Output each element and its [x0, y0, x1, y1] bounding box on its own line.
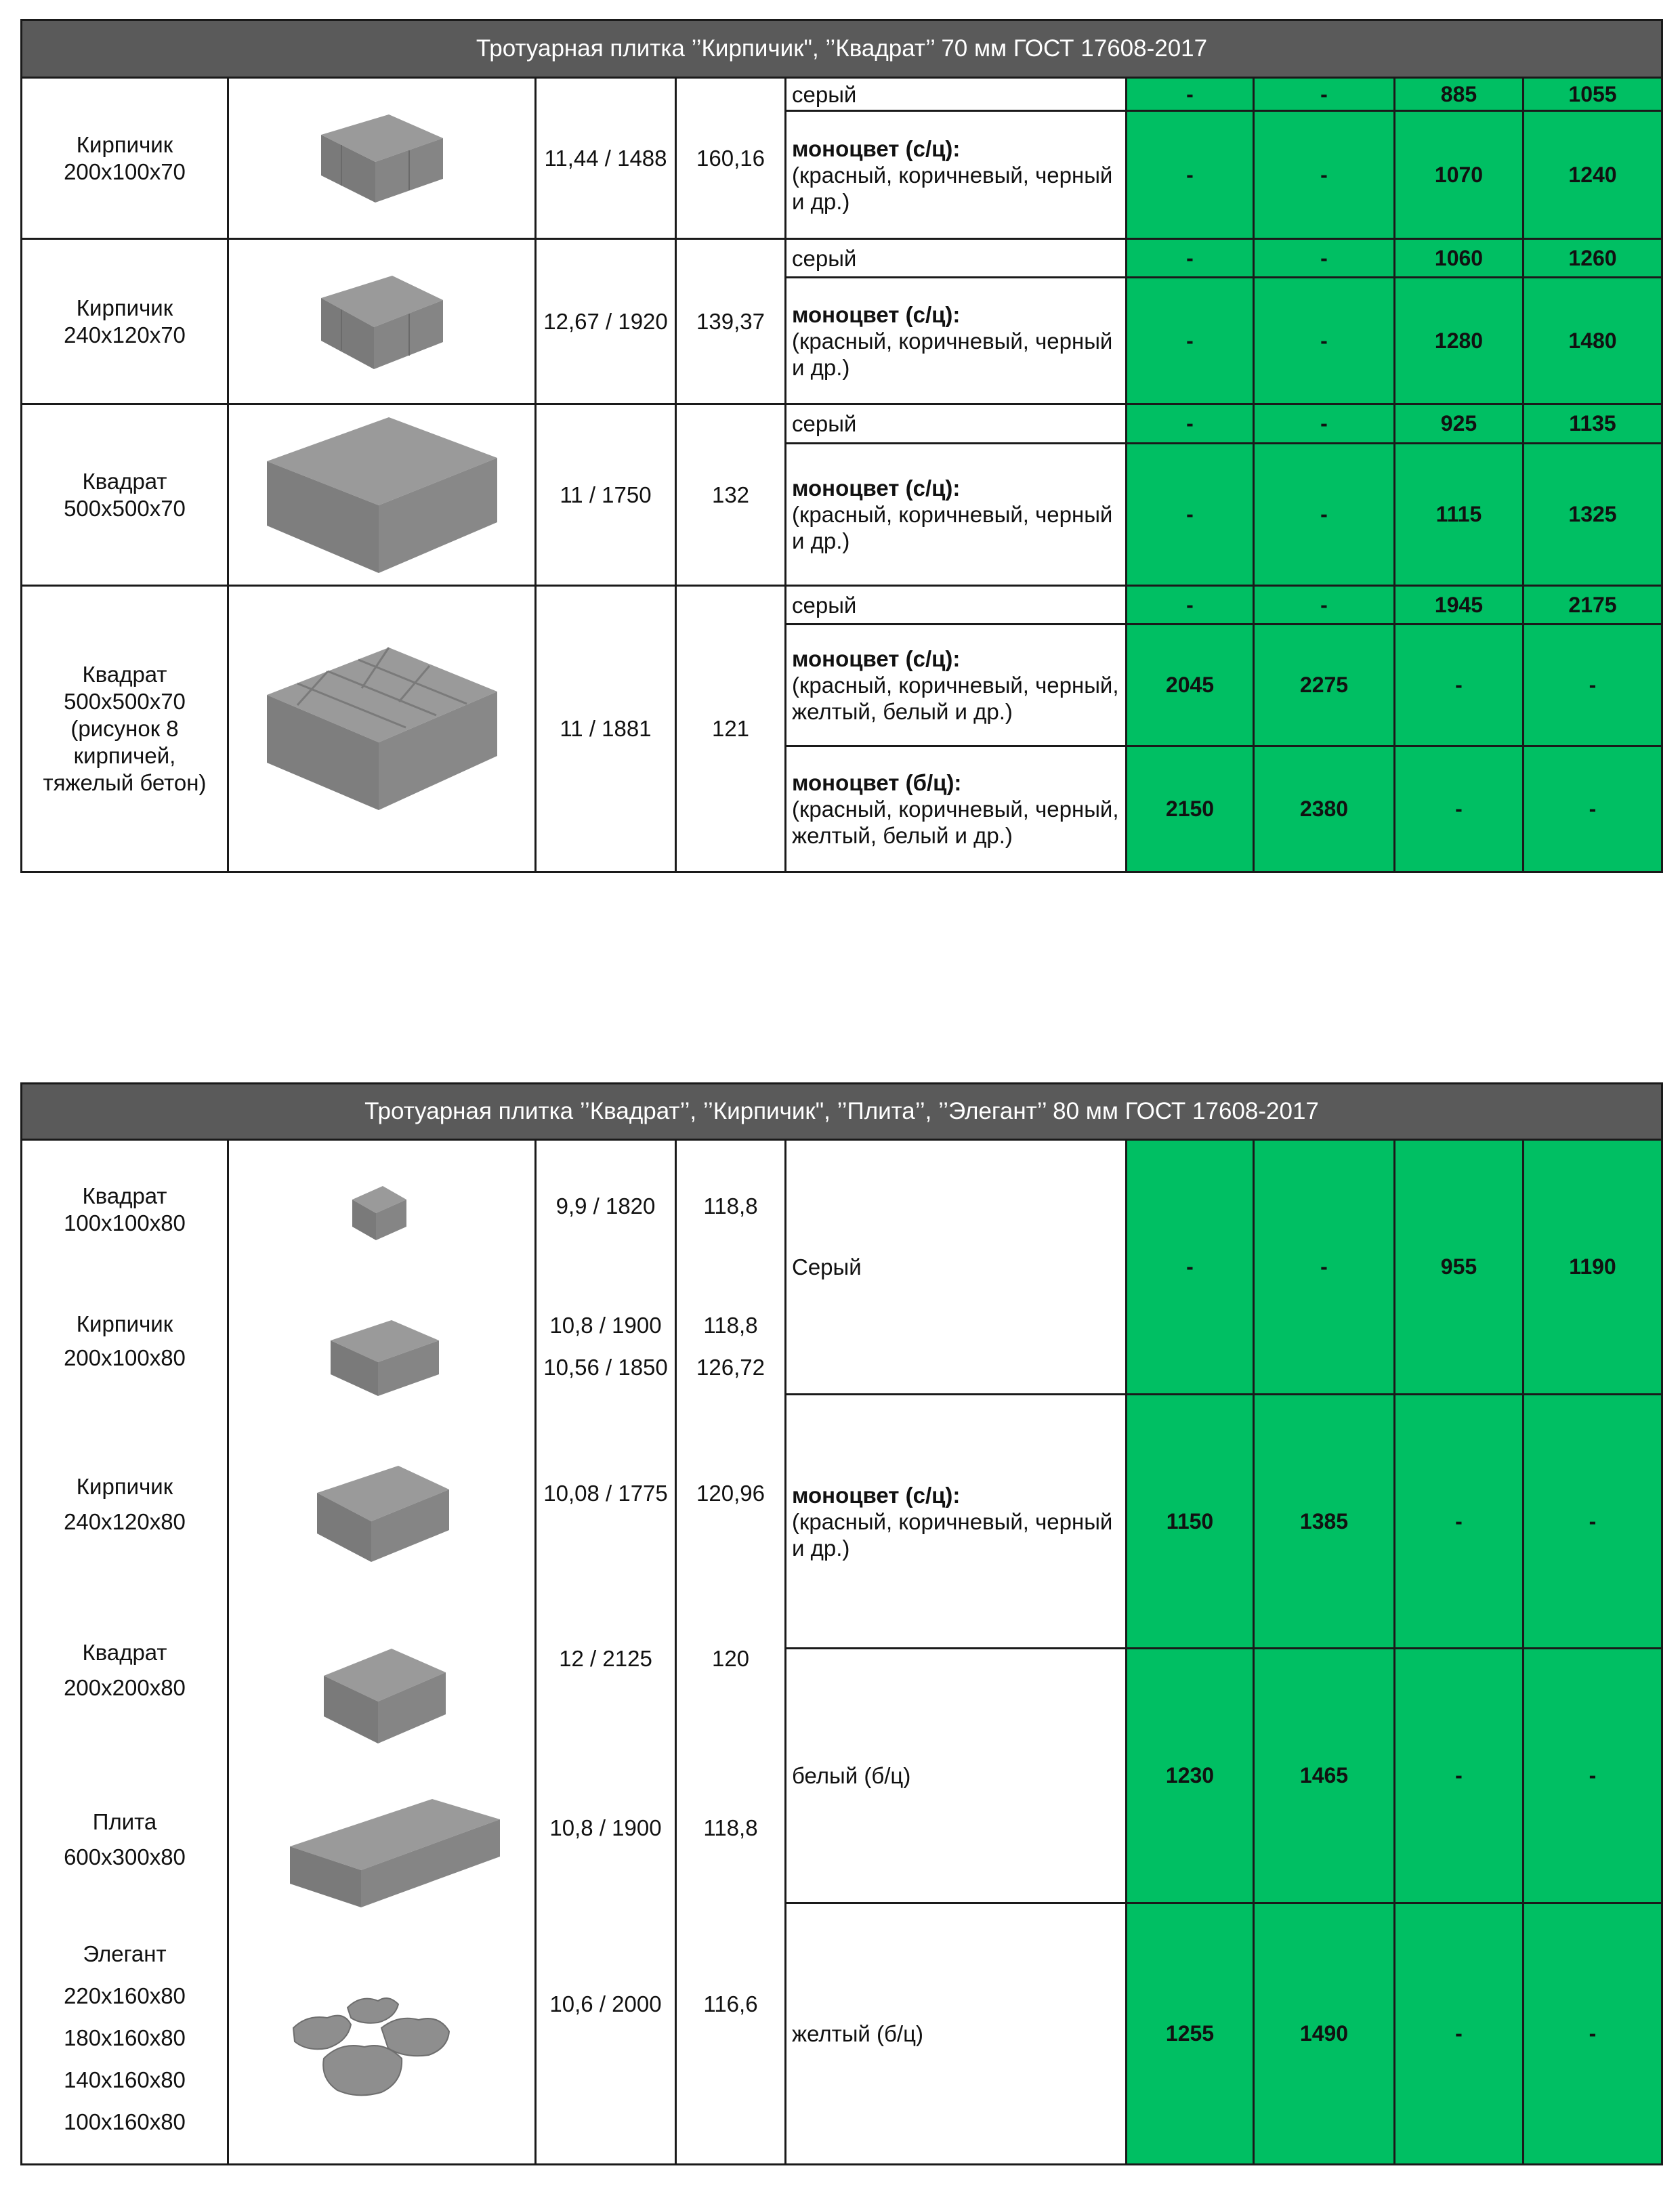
pieces: 118,8	[703, 1815, 758, 1840]
price-cell: -	[1254, 78, 1395, 111]
price-cell: -	[1254, 404, 1395, 444]
pieces: 121	[676, 586, 786, 872]
small-square-paver-icon	[349, 1183, 410, 1244]
area-weight: 11 / 1750	[536, 404, 676, 586]
product-name: Квадрат 200x200x80	[64, 1640, 186, 1700]
price-cell: 1945	[1395, 586, 1524, 625]
price-cell: 955	[1395, 1140, 1524, 1395]
price-cell: 1240	[1524, 111, 1662, 239]
price-cell: 1230	[1127, 1649, 1254, 1903]
price-cell: -	[1524, 1649, 1662, 1903]
variant-label: моноцвет (с/ц): (красный, коричневый, черный и др.)	[786, 111, 1127, 239]
product-name: Квадрат 500x500x70 (рисунок 8 кирпичей, тяжелый бетон)	[22, 586, 228, 872]
product-name: Элегант 220x160x80 180x160x80 140x160x80 100x160x80	[64, 1941, 186, 2134]
price-cell: -	[1254, 278, 1395, 404]
price-cell: 2150	[1127, 746, 1254, 872]
product-name: Квадрат 500x500x70	[22, 404, 228, 586]
variant-label: желтый (б/ц)	[786, 1903, 1127, 2165]
area-weight: 10,8 / 1900	[549, 1815, 662, 1840]
pieces: 118,8	[703, 1193, 758, 1219]
price-cell: -	[1395, 1394, 1524, 1649]
variant-label: моноцвет (с/ц): (красный, коричневый, черный и др.)	[786, 278, 1127, 404]
area-weight-column	[536, 1140, 676, 2165]
pieces: 120	[711, 1646, 750, 1671]
product-names-column	[22, 1140, 228, 2165]
pieces: 139,37	[676, 239, 786, 404]
price-cell: -	[1254, 444, 1395, 586]
price-cell: 925	[1395, 404, 1524, 444]
price-cell: 1070	[1395, 111, 1524, 239]
product-name: Кирпичик 200x100x70	[22, 78, 228, 239]
pieces: 120,96	[696, 1481, 765, 1506]
price-cell: -	[1395, 625, 1524, 746]
price-cell: -	[1127, 278, 1254, 404]
product-name: Кирпичик 240x120x70	[22, 239, 228, 404]
area-weight: 11,44 / 1488	[536, 78, 676, 239]
price-table-70mm	[20, 19, 1663, 873]
price-cell: 1060	[1395, 239, 1524, 278]
price-table-80mm	[20, 1082, 1663, 2165]
price-cell: 2275	[1254, 625, 1395, 746]
price-cell: 885	[1395, 78, 1524, 111]
price-cell: 1325	[1524, 444, 1662, 586]
area-weight: 9,9 / 1820	[555, 1193, 656, 1219]
price-cell: -	[1395, 1903, 1524, 2165]
price-cell: 1150	[1127, 1394, 1254, 1649]
table-title: Тротуарная плитка ’’Квадрат’’, ’’Кирпичик", ’’Плита’’, ’’Элегант’’ 80 мм ГОСТ 17608-2017	[22, 1084, 1662, 1140]
pieces: 132	[676, 404, 786, 586]
price-cell: 1135	[1524, 404, 1662, 444]
price-cell: 1480	[1524, 278, 1662, 404]
price-cell: -	[1254, 1140, 1395, 1395]
price-cell: -	[1524, 746, 1662, 872]
price-cell: 1385	[1254, 1394, 1395, 1649]
price-cell: 1260	[1524, 239, 1662, 278]
price-cell: -	[1524, 625, 1662, 746]
variant-label: серый	[786, 78, 1127, 111]
brick-paver-icon	[228, 239, 536, 404]
table-title: Тротуарная плитка ’’Кирпичик", ’’Квадрат’’ 70 мм ГОСТ 17608-2017	[22, 20, 1662, 78]
pieces: 160,16	[676, 78, 786, 239]
product-name: Кирпичик 240x120x80	[64, 1474, 186, 1534]
elegant-paver-icon	[287, 1974, 476, 2109]
price-cell: 1465	[1254, 1649, 1395, 1903]
product-name: Кирпичик 200x100x80	[64, 1311, 186, 1370]
price-cell: -	[1254, 111, 1395, 239]
area-weight: 10,08 / 1775	[543, 1481, 668, 1506]
brick-paver-icon	[228, 78, 536, 239]
variant-label: моноцвет (б/ц): (красный, коричневый, черный, желтый, белый и др.)	[786, 746, 1127, 872]
price-cell: -	[1254, 586, 1395, 625]
slab-paver-icon	[287, 1792, 503, 1914]
price-cell: -	[1127, 444, 1254, 586]
price-cell: -	[1127, 404, 1254, 444]
pieces: 116,6	[703, 1991, 758, 2016]
price-cell: 1055	[1524, 78, 1662, 111]
price-cell: -	[1395, 746, 1524, 872]
price-cell: 1280	[1395, 278, 1524, 404]
area-weight: 12,67 / 1920	[536, 239, 676, 404]
product-images-column	[228, 1140, 536, 2165]
variant-label: моноцвет (с/ц): (красный, коричневый, черный и др.)	[786, 444, 1127, 586]
patterned-slab-icon	[228, 586, 536, 872]
price-cell: 1490	[1254, 1903, 1395, 2165]
brick-paver-icon	[327, 1313, 442, 1401]
product-name: Плита 600x300x80	[64, 1809, 186, 1869]
price-cell: -	[1254, 239, 1395, 278]
area-weight: 11 / 1881	[536, 586, 676, 872]
variant-label: серый	[786, 239, 1127, 278]
variant-label: белый (б/ц)	[786, 1649, 1127, 1903]
price-cell: -	[1127, 239, 1254, 278]
area-weight: 12 / 2125	[559, 1646, 652, 1671]
price-cell: -	[1524, 1903, 1662, 2165]
variant-label: Серый	[786, 1140, 1127, 1395]
price-cell: -	[1524, 1394, 1662, 1649]
pieces-column	[676, 1140, 786, 2165]
price-cell: -	[1127, 1140, 1254, 1395]
variant-label: серый	[786, 586, 1127, 625]
pieces: 126,72	[696, 1355, 765, 1380]
square-paver-icon	[320, 1642, 449, 1750]
area-weight: 10,6 / 2000	[549, 1991, 662, 2016]
price-cell: -	[1127, 111, 1254, 239]
square-slab-icon	[228, 404, 536, 586]
area-weight: 10,56 / 1850	[543, 1355, 668, 1380]
price-cell: 1115	[1395, 444, 1524, 586]
pieces: 118,8	[703, 1313, 758, 1338]
variant-label: моноцвет (с/ц): (красный, коричневый, черный и др.)	[786, 1394, 1127, 1649]
price-cell: -	[1127, 586, 1254, 625]
price-cell: -	[1127, 78, 1254, 111]
price-cell: 2045	[1127, 625, 1254, 746]
price-cell: 1190	[1524, 1140, 1662, 1395]
price-cell: -	[1395, 1649, 1524, 1903]
variant-label: серый	[786, 404, 1127, 444]
price-cell: 2380	[1254, 746, 1395, 872]
area-weight: 10,8 / 1900	[549, 1313, 662, 1338]
product-name: Квадрат 100x100x80	[64, 1183, 186, 1235]
price-cell: 1255	[1127, 1903, 1254, 2165]
variant-label: моноцвет (с/ц): (красный, коричневый, черный, желтый, белый и др.)	[786, 625, 1127, 746]
price-cell: 2175	[1524, 586, 1662, 625]
